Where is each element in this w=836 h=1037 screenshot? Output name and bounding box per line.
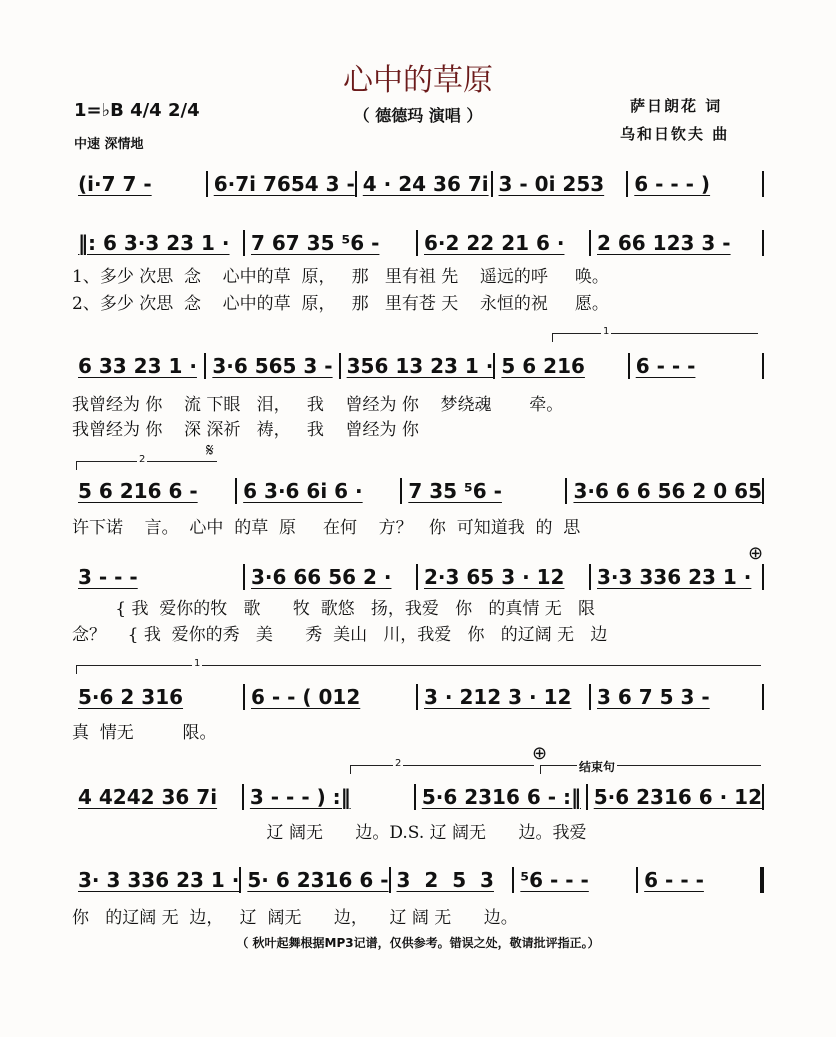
measure: 6 - - - ) [634, 172, 711, 196]
measure: 7 67 35 ⁵6 - [251, 231, 380, 255]
measure: 356 13 23 1 · [346, 354, 494, 378]
song-title: 心中的草原 [343, 63, 493, 98]
measure: 3 6 7 5 3 - [597, 685, 710, 709]
measure: 3 - - - ) :‖ [249, 785, 351, 809]
measure: 3· 3 336 23 1 · [78, 868, 240, 892]
bar-line [762, 684, 764, 710]
notation-line [72, 352, 764, 380]
measure: 5 6 216 6 - [78, 479, 198, 503]
lyric-line: 1、多少 次思 念 心中的草 原， 那 里有祖 先 遥远的呼 唤。 [72, 267, 609, 287]
volta-bracket-2 [76, 454, 217, 470]
measure: 6 - - - [635, 354, 696, 378]
singer-credit: （ 德德玛 演唱 ） [353, 106, 483, 125]
lyric-line: { 我 爱你的牧 歌 牧 歌悠 扬，我爱 你 的真情 无 限 [72, 599, 595, 619]
measure: 5·6 2 316 [78, 685, 184, 709]
notation-line [72, 866, 764, 894]
measure: 6 33 23 1 · [78, 354, 197, 378]
measure: 6·7i 7654 3 - [213, 172, 355, 196]
notation-line [72, 477, 764, 505]
measure: 3 - 0i 253 [498, 172, 605, 196]
notation-line [72, 783, 764, 811]
measure: 3 - - - [78, 565, 138, 589]
transcriber-note: （ 秋叶起舞根据MP3记谱，仅供参考。错误之处，敬请批评指正。） [236, 936, 600, 950]
volta-number: 2 [395, 758, 402, 769]
notation-line [72, 563, 764, 591]
volta-number: 1 [194, 658, 201, 669]
lyric-line: 真 情无 限。 [72, 723, 217, 743]
measure: 5·6 2316 6 · 12 [593, 785, 763, 809]
coda-icon: ⊕ [532, 743, 548, 764]
measure: 3·6 6 6 56 2 0 65 [573, 479, 763, 503]
segno-icon: 𝄋 [206, 440, 214, 461]
volta-bracket-1b [76, 658, 761, 674]
measure: 6 - - - [644, 868, 704, 892]
measure: 3·6 66 56 2 · [251, 565, 392, 589]
bar-line [762, 230, 764, 256]
measure: 6 - - ( 012 [251, 685, 361, 709]
measure: ⁵6 - - - [520, 868, 589, 892]
bar-line [762, 171, 764, 197]
measure: 3·6 565 3 - [212, 354, 333, 378]
volta-bracket-2b [350, 758, 534, 774]
measure: 2 66 123 3 - [597, 231, 731, 255]
measure: 2·3 65 3 · 12 [424, 565, 565, 589]
volta-number: 1 [603, 326, 610, 337]
measure: 4 · 24 36 7i [362, 172, 489, 196]
coda-icon: ⊕ [748, 543, 764, 564]
ending-phrase-label: 结束句 [579, 760, 616, 774]
lyric-line: 2、多少 次思 念 心中的草 原， 那 里有苍 天 永恒的祝 愿。 [72, 294, 609, 314]
measure: 3·3 336 23 1 · [597, 565, 752, 589]
lyric-line: 我曾经为 你 流 下眼 泪， 我 曾经为 你 梦绕魂 牵。 [72, 395, 564, 415]
bar-line [762, 564, 764, 590]
lyric-line: 辽 阔无 边。D.S. 辽 阔无 边。我爱 [72, 823, 587, 843]
bar-line [762, 353, 764, 379]
notation-line [72, 170, 764, 198]
tempo-marking: 中速 深情地 [74, 137, 144, 152]
lyric-line: 你 的辽阔 无 边， 辽 阔无 边， 辽 阔 无 边。 [72, 908, 518, 928]
lyric-line: 念？ { 我 爱你的秀 美 秀 美山 川，我爱 你 的辽阔 无 边 [72, 625, 608, 645]
bar-line [762, 478, 764, 504]
lyricist-credit: 萨日朗花 词 [630, 97, 723, 115]
volta-number: 2 [139, 454, 146, 465]
measure: 6·2 22 21 6 · [424, 231, 565, 255]
measure: 5· 6 2316 6 - [247, 868, 389, 892]
key-signature: 1=♭B 4/4 2/4 [74, 100, 200, 121]
volta-bracket-1 [552, 326, 758, 342]
measure: 7 35 ⁵6 - [408, 479, 502, 503]
lyric-line: 我曾经为 你 深 深祈 祷， 我 曾经为 你 [72, 420, 419, 440]
notation-line [72, 683, 764, 711]
measure: 3 · 212 3 · 12 [424, 685, 572, 709]
composer-credit: 乌和日钦夫 曲 [620, 125, 730, 143]
measure: ‖: 6 3·3 23 1 · [78, 231, 230, 255]
measure: (i·7 7 - [78, 172, 152, 196]
measure: 5·6 2316 6 - :‖ [421, 785, 581, 809]
lyric-line: 许下诺 言。 心中 的草 原 在何 方？ 你 可知道我 的 思 [72, 518, 581, 538]
ending-phrase-bracket [540, 760, 761, 774]
bar-line [762, 784, 764, 810]
measure: 4 4242 36 7i [78, 785, 218, 809]
bar-line [760, 867, 764, 893]
measure: 6 3·6 6i 6 · [243, 479, 363, 503]
measure: 5 6 216 [501, 354, 585, 378]
notation-line [72, 229, 764, 257]
measure: 3 2 5 3 [396, 868, 494, 892]
